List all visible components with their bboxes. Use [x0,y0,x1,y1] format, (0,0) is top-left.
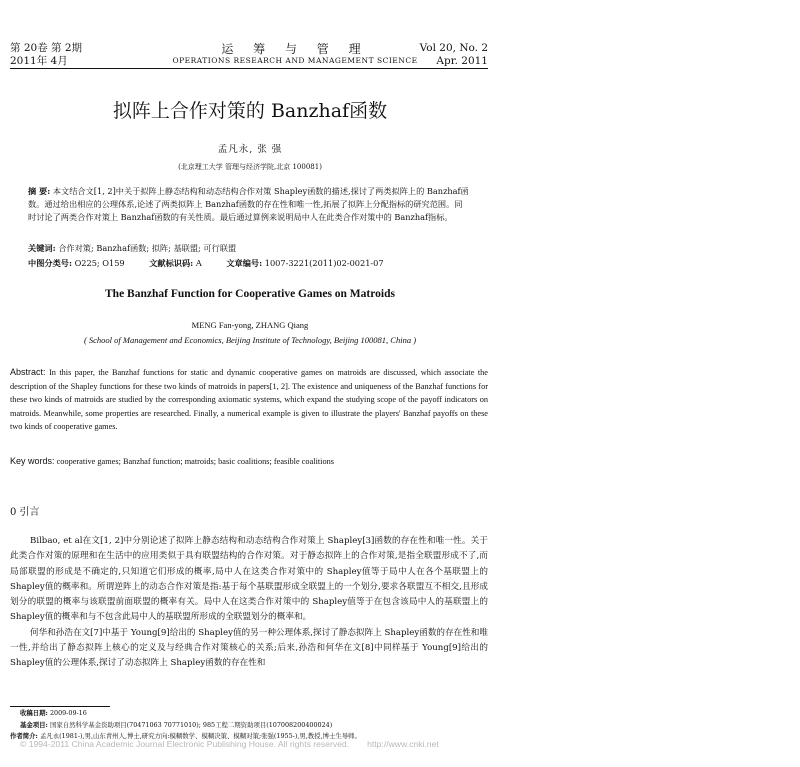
article-id-label: 文章编号: [226,258,263,268]
abstract-cn-label: 摘 要: [28,186,51,196]
abstract-en-label: Abstract: [10,367,46,377]
keywords-cn-text: 合作对策; Banzhaf函数; 拟阵; 基联盟; 可行联盟 [58,243,237,253]
fund-label: 基金项目: [20,721,48,729]
keywords-en-label: Key words: [10,456,55,466]
keywords-cn-label: 关键词: [28,243,56,253]
journal-name-cn: 运 筹 与 管 理 [221,42,369,56]
abstract-en [10,366,488,434]
body-text [10,534,488,672]
journal-name-en: OPERATIONS RESEARCH AND MANAGEMENT SCIENCE [172,56,418,65]
journal-volume-en: Vol 20, No. 2 [419,42,488,54]
section-heading: 0 引言 [10,507,40,518]
authors-cn: 孟凡永, 张 强 [217,144,283,155]
footnote-received [20,707,87,719]
journal-date-en: Apr. 2011 [436,55,488,67]
body-paragraph: 何华和孙浩在文[7]中基于 Young[9]给出的 Shapley值的另一种公理体系,探讨了静态拟阵上 Shapley函数的存在性和唯一性,并给出了静态拟阵上核心的定义及与经典合作对策核心的关系;后来,孙浩和何华在文[8]中同样基于 Young[9]给出的 Shapley值的公理体系,探讨了动态拟阵上 Shapley函数的存在性和 [10,627,488,669]
copyright-url[interactable]: http://www.cnki.net [367,739,439,749]
affiliation-en: ( School of Management and Economics, Beijing Institute of Technology, Beijing 100081, China ) [83,335,417,345]
keywords-en [10,456,488,466]
journal-date: 2011年 4月 [10,55,68,67]
copyright-text: © 1994-2011 China Academic Journal Electronic Publishing House. All rights reserved. [20,739,350,749]
affiliation-cn: (北京理工大学 管理与经济学院,北京 100081) [178,163,322,171]
article-id-value: 1007-3221(2011)02-0021-07 [264,258,384,268]
abstract-cn-text: 本文结合文[1, 2]中关于拟阵上静态结构和动态结构合作对策 Shapley函数的描述,探讨了两类拟阵上的 Banzhaf函数。通过给出相应的公理体系,论述了两类拟阵上 Banzhaf函数的存在性和唯一性,拓展了拟阵上分配指标的研究范围。同时讨论了两类合作对策上 Banzhaf函数的有关性质。最后通过算例来说明局中人在此类合作对策中的 Banzhaf指标。 [28,186,469,223]
body-paragraph: Bilbao, et al在文[1, 2]中分别论述了拟阵上静态结构和动态结构合作对策上 Shapley[3]函数的存在性和唯一性。关于此类合作对策的原理和在生活中的应用类似于具有联盟结构的合作对策。对于静态拟阵上的合作对策,是指全联盟形成不了,而局部联盟的形成是不确定的,只知道它们形成的概率,局中人在这类合作对策中的 Shapley值等于局中人在各个基联盟上的 Shapley值的概率和。所谓逆阵上的动态合作对策是指:基于每个基联盟形成全联盟上的一个划分,要求各联盟互不相交,且形成划分的联盟的概率与该联盟前面联盟的概率有关。局中人在这类合作对策中的 Shapley值等于在包含该局中人的基联盟上的 Shapley值的概率和与不包含此局中人的基联盟所形成的全联盟划分的概率和。 [10,536,488,623]
author-bio-value: 孟凡永(1981-),男,山东青州人,博士,研究方向:模糊数学、模糊决策、模糊对策;张强(1955-),男,教授,博士生导师。 [39,732,361,740]
author-bio-label: 作者简介: [10,732,38,740]
keywords-en-text: cooperative games; Banzhaf function; matroids; basic coalitions; feasible coalitions [56,457,335,466]
journal-volume: 第 20卷 第 2期 [10,42,83,54]
fund-value: 国家自然科学基金资助项目(70471063 70771010); 985工程二期资助项目(107008200400024) [49,721,333,729]
abstract-cn [28,185,470,225]
copyright-watermark [20,739,439,749]
class-value: O225; O159 [74,258,125,268]
keywords-cn [28,242,470,255]
header-rule [10,68,488,69]
paper-title-cn: 拟阵上合作对策的 Banzhaf函数 [112,100,388,122]
abstract-en-text: In this paper, the Banzhaf functions for static and dynamic cooperative games on matroids are discussed, which associate the description of the Shapley functions for these two kinds of matroids in papers[1, 2]. The existence and uniqueness of the Banzhaf functions for these two kinds of matroids are studied by the corresponding axiomatic systems, which expand the studying scope of the payoff indicators on matroids. Meanwhile, some properties are researched. Finally, a numerical example is given to illustrate the players' Banzhaf payoffs on these two kinds of cooperative games. [10,368,488,432]
received-value: 2009-09-16 [49,709,87,717]
authors-en: MENG Fan-yong, ZHANG Qiang [191,320,309,330]
doc-code-value: A [195,258,202,268]
classification-line [28,258,384,269]
doc-code-label: 文献标识码: [149,258,194,268]
class-label: 中图分类号: [28,258,72,268]
paper-title-en: The Banzhaf Function for Cooperative Games on Matroids [105,288,395,300]
received-label: 收稿日期: [20,709,48,717]
